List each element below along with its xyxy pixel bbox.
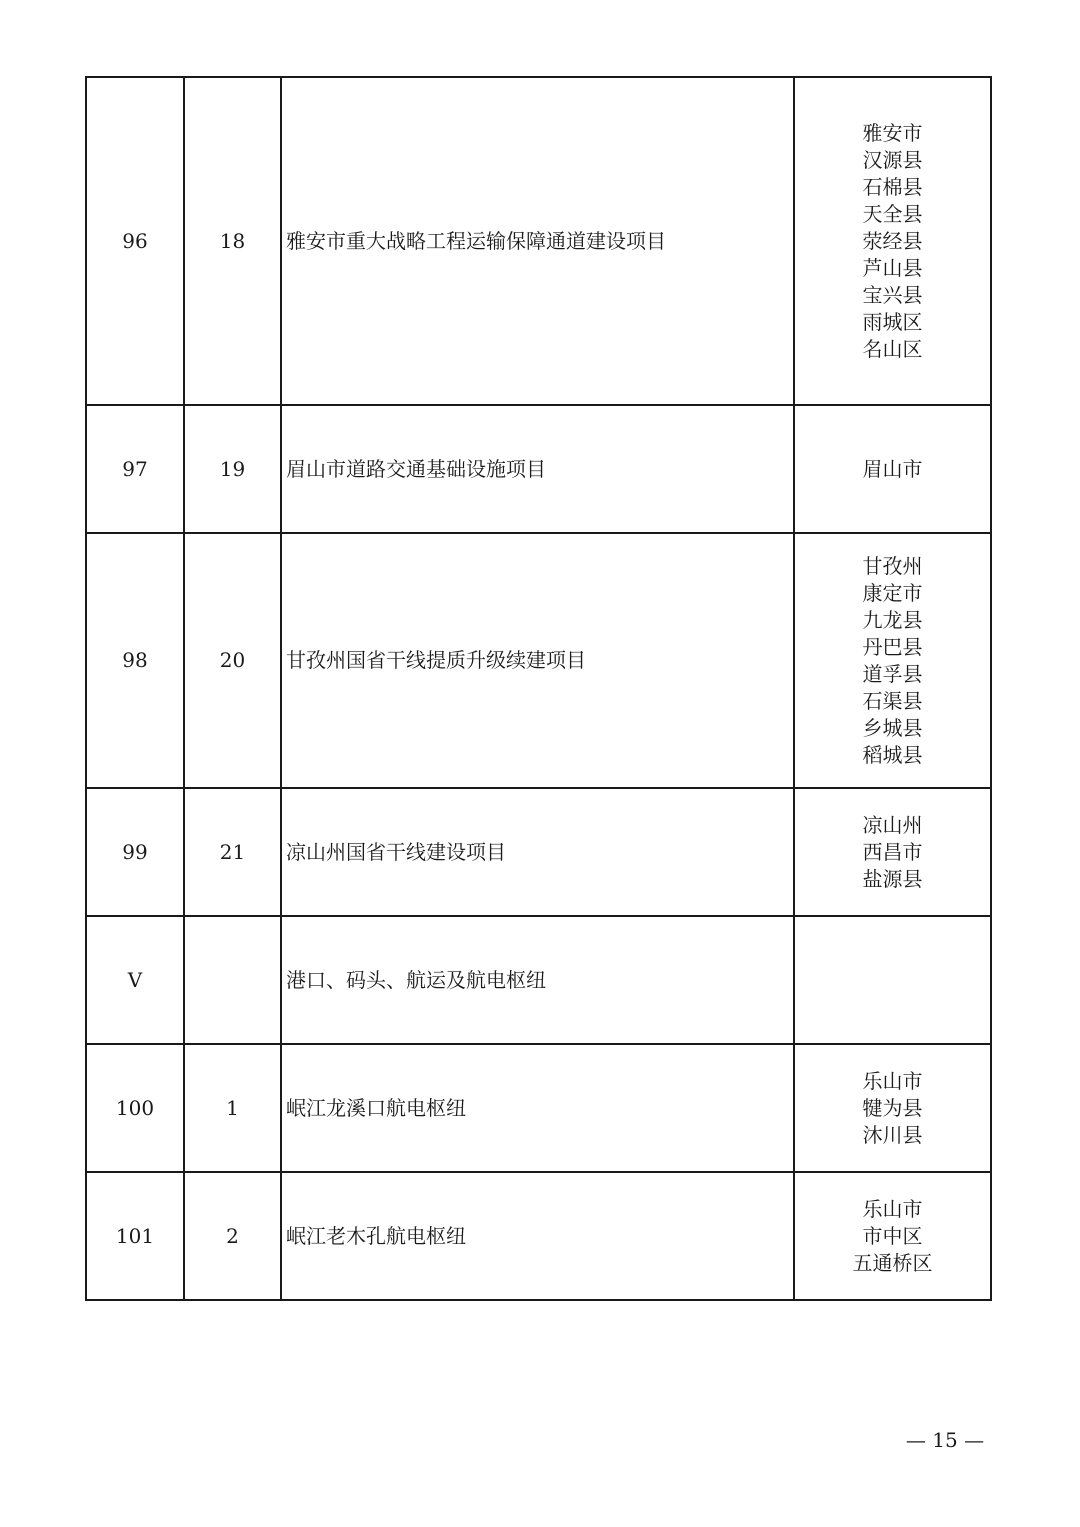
location-item: 沐川县 — [862, 1122, 923, 1147]
row-sub-cell: 19 — [184, 405, 281, 533]
row-name-cell: 港口、码头、航运及航电枢纽 — [281, 916, 794, 1044]
row-seq-cell: 100 — [86, 1044, 184, 1172]
row-name-cell: 岷江龙溪口航电枢纽 — [281, 1044, 794, 1172]
location-item: 眉山市 — [862, 456, 923, 481]
table-row — [86, 788, 991, 916]
row-name-cell: 雅安市重大战略工程运输保障通道建设项目 — [281, 77, 794, 405]
table-row — [86, 916, 991, 1044]
row-seq-cell: 101 — [86, 1172, 184, 1300]
row-location-cell — [794, 1172, 991, 1300]
table-row — [86, 405, 991, 533]
location-item: 乐山市 — [862, 1196, 923, 1221]
row-location-cell — [794, 1044, 991, 1172]
row-location-cell — [794, 788, 991, 916]
row-seq-cell: 97 — [86, 405, 184, 533]
row-sub-cell — [184, 916, 281, 1044]
table-row — [86, 1172, 991, 1300]
row-location-cell — [794, 405, 991, 533]
table-row — [86, 533, 991, 788]
location-item: 五通桥区 — [852, 1250, 933, 1275]
location-item: 犍为县 — [862, 1095, 923, 1120]
row-name-cell: 眉山市道路交通基础设施项目 — [281, 405, 794, 533]
location-item: 荥经县 — [862, 228, 923, 253]
location-item: 名山区 — [862, 336, 923, 361]
row-seq-cell: 98 — [86, 533, 184, 788]
row-name-cell: 甘孜州国省干线提质升级续建项目 — [281, 533, 794, 788]
location-item: 雅安市 — [862, 120, 923, 145]
location-item: 盐源县 — [862, 866, 923, 891]
row-location-cell — [794, 916, 991, 1044]
location-item: 石棉县 — [862, 174, 923, 199]
location-item: 天全县 — [862, 201, 923, 226]
project-table — [85, 76, 992, 1301]
row-sub-cell: 18 — [184, 77, 281, 405]
row-sub-cell: 1 — [184, 1044, 281, 1172]
table-row — [86, 77, 991, 405]
row-seq-cell: 96 — [86, 77, 184, 405]
table-row — [86, 1044, 991, 1172]
row-sub-cell: 21 — [184, 788, 281, 916]
location-item: 西昌市 — [862, 839, 923, 864]
location-item: 乐山市 — [862, 1068, 923, 1093]
location-item: 丹巴县 — [862, 634, 923, 659]
row-seq-cell: V — [86, 916, 184, 1044]
row-location-cell — [794, 533, 991, 788]
row-name-cell: 岷江老木孔航电枢纽 — [281, 1172, 794, 1300]
row-seq-cell: 99 — [86, 788, 184, 916]
location-item: 石渠县 — [862, 688, 923, 713]
location-item: 雨城区 — [862, 309, 923, 334]
location-item: 康定市 — [862, 580, 923, 605]
location-item: 凉山州 — [862, 812, 923, 837]
location-item: 市中区 — [862, 1223, 923, 1248]
row-location-cell — [794, 77, 991, 405]
location-item: 道孚县 — [862, 661, 923, 686]
row-sub-cell: 20 — [184, 533, 281, 788]
location-item: 芦山县 — [862, 255, 923, 280]
location-item: 九龙县 — [862, 607, 923, 632]
location-item: 宝兴县 — [862, 282, 923, 307]
page-number: — 15 — — [905, 1428, 985, 1452]
location-item: 稻城县 — [862, 742, 923, 767]
row-name-cell: 凉山州国省干线建设项目 — [281, 788, 794, 916]
location-item: 甘孜州 — [862, 553, 923, 578]
location-item: 汉源县 — [862, 147, 923, 172]
row-sub-cell: 2 — [184, 1172, 281, 1300]
location-item: 乡城县 — [862, 715, 923, 740]
